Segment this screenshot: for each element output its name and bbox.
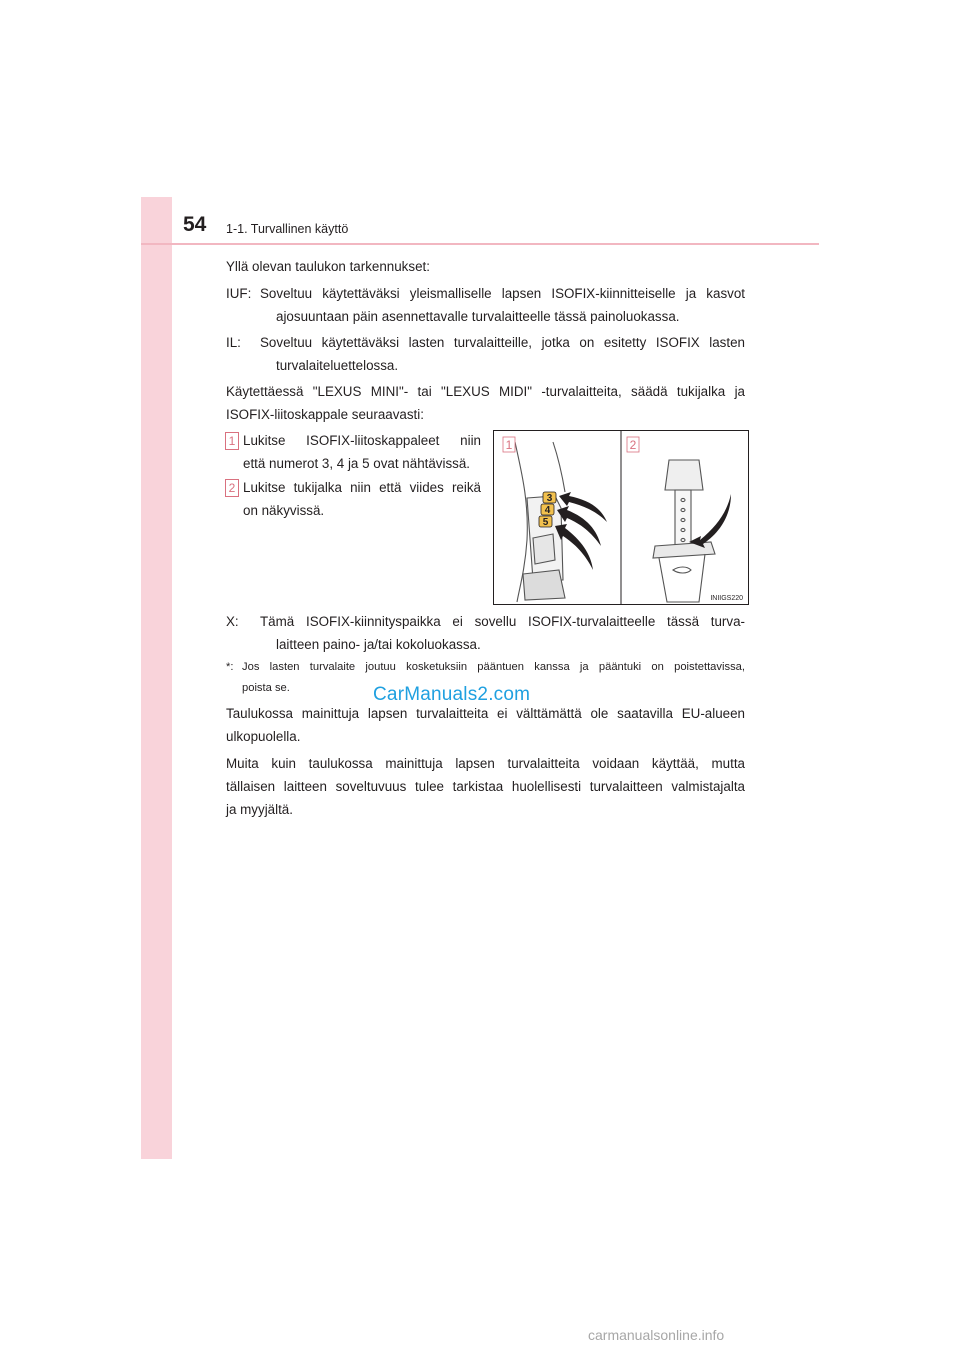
definition-text: Soveltuu käytettäväksi yleismalliselle lapsen ISOFIX-kiinnitteiselle ja kasvot [260, 286, 745, 301]
page-number: 54 [183, 213, 207, 236]
definition-text: ajosuuntaan päin asennettavalle turvalaitteelle tässä painoluokassa. [276, 309, 680, 324]
connector-base [523, 570, 565, 600]
panel-2-label: 2 [629, 438, 637, 452]
step-text: Lukitse ISOFIX-liitoskappaleet niin [243, 433, 481, 448]
adjust-text: ISOFIX-liitoskappale seuraavasti: [226, 407, 424, 422]
definition-text: turvalaiteluettelossa. [276, 358, 399, 373]
paragraph-text: tällaisen laitteen soveltuvuus tulee tarkistaa huolellisesti turvalaitteen valmistajalta [226, 779, 745, 794]
marker-3: 3 [546, 493, 553, 504]
step-text: että numerot 3, 4 ja 5 ovat nähtävissä. [243, 456, 471, 471]
paragraph-text: ja myyjältä. [226, 802, 293, 817]
footnote-text: Jos lasten turvalaite joutuu kosketuksiin pääntuen kanssa ja pääntuki on poistettavissa, [242, 661, 745, 673]
definition-code: IUF: [226, 286, 252, 301]
definition-text: Tämä ISOFIX-kiinnityspaikka ei sovellu ISOFIX-turvalaitteelle tässä turva- [260, 614, 745, 629]
definition-code: IL: [226, 335, 241, 350]
step-badge: 1 [225, 432, 239, 450]
marker-4: 4 [544, 505, 551, 516]
definition-code: X: [226, 614, 239, 629]
isofix-figure [493, 430, 749, 605]
section-title: 1-1. Turvallinen käyttö [226, 222, 349, 236]
marker-5: 5 [542, 517, 549, 528]
definition-text: laitteen paino- ja/tai kokoluokassa. [276, 637, 481, 652]
panel-1-label: 1 [505, 438, 513, 452]
paragraph-text: ulkopuolella. [226, 729, 301, 744]
adjust-text: Käytettäessä "LEXUS MINI"- tai "LEXUS MIDI" -turvalaitteita, säädä tukijalka ja [226, 384, 745, 399]
footer-watermark: carmanualsonline.info [588, 1327, 725, 1343]
watermark: CarManuals2.com [373, 684, 531, 705]
step-text: Lukitse tukijalka niin että viides reikä [243, 480, 481, 495]
paragraph-text: Muita kuin taulukossa mainittuja lapsen turvalaitteita voidaan käyttää, mutta [226, 756, 745, 771]
step-text: on näkyvissä. [243, 503, 325, 518]
step-badge: 2 [225, 479, 239, 497]
footnote-text: poista se. [242, 682, 290, 694]
header-rule [141, 243, 819, 245]
paragraph-text: Taulukossa mainittuja lapsen turvalaitteita ei välttämättä ole saatavilla EU-alueen [226, 706, 745, 721]
footnote-mark: *: [226, 661, 234, 673]
intro-text: Yllä olevan taulukon tarkennukset: [226, 259, 430, 274]
definition-text: Soveltuu käytettäväksi lasten turvalaitteille, jotka on esitetty ISOFIX lasten [260, 335, 745, 350]
leg-top [665, 460, 703, 490]
sidebar-band [141, 197, 172, 1159]
figure-code: INIIGS220 [710, 595, 743, 602]
connector-latch [533, 534, 555, 564]
